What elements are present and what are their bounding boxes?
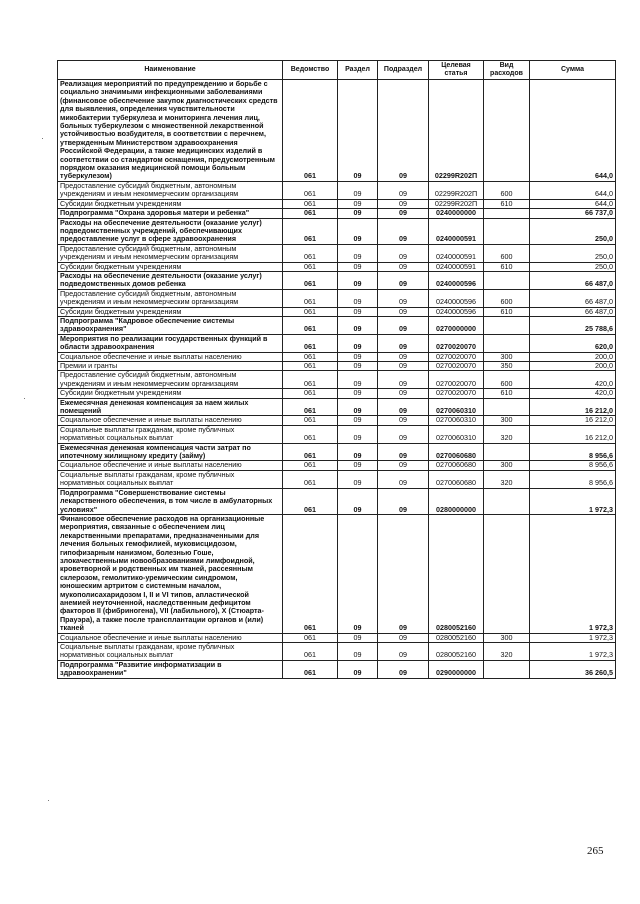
row-name: Социальные выплаты гражданам, кроме публичных нормативных социальных выплат	[58, 425, 283, 443]
table-row	[58, 643, 616, 661]
row-subsection: 09	[378, 209, 429, 218]
row-section: 09	[338, 643, 378, 661]
row-ministry: 061	[283, 271, 338, 289]
row-expense-type: 610	[484, 262, 530, 271]
header-amount: Сумма	[530, 61, 616, 80]
row-section: 09	[338, 199, 378, 208]
row-ministry: 061	[283, 514, 338, 633]
row-amount: 644,0	[530, 80, 616, 182]
row-name: Подпрограмма "Развитие информатизации в здравоохранении"	[58, 660, 283, 678]
row-target-article: 0240000591	[429, 244, 484, 262]
row-expense-type: 320	[484, 643, 530, 661]
row-amount: 250,0	[530, 262, 616, 271]
row-subsection: 09	[378, 660, 429, 678]
row-target-article: 02299R202П	[429, 181, 484, 199]
row-target-article: 0240000596	[429, 307, 484, 316]
row-subsection: 09	[378, 262, 429, 271]
row-name: Ежемесячная денежная компенсация за наем жилых помещений	[58, 398, 283, 416]
row-amount: 8 956,6	[530, 443, 616, 461]
row-section: 09	[338, 416, 378, 425]
page-number: 265	[587, 845, 604, 857]
row-target-article: 0240000596	[429, 289, 484, 307]
row-amount: 250,0	[530, 218, 616, 244]
row-expense-type: 300	[484, 461, 530, 470]
row-expense-type: 600	[484, 289, 530, 307]
row-name: Предоставление субсидий бюджетным, автономным учреждениям и иным некоммерческим организациям	[58, 371, 283, 389]
row-ministry: 061	[283, 416, 338, 425]
table-row	[58, 425, 616, 443]
row-target-article: 0290000000	[429, 660, 484, 678]
row-ministry: 061	[283, 80, 338, 182]
table-row	[58, 461, 616, 470]
row-name: Подпрограмма "Кадровое обеспечение системы здравоохранения"	[58, 316, 283, 334]
table-row	[58, 244, 616, 262]
row-amount: 16 212,0	[530, 425, 616, 443]
row-amount: 66 487,0	[530, 307, 616, 316]
row-subsection: 09	[378, 389, 429, 398]
row-name: Ежемесячная денежная компенсация части затрат по ипотечному жилищному кредиту (займу)	[58, 443, 283, 461]
row-subsection: 09	[378, 271, 429, 289]
table-row	[58, 514, 616, 633]
row-ministry: 061	[283, 362, 338, 371]
table-row	[58, 334, 616, 352]
row-name: Социальное обеспечение и иные выплаты населению	[58, 633, 283, 642]
row-subsection: 09	[378, 362, 429, 371]
row-expense-type: 320	[484, 425, 530, 443]
table-row	[58, 262, 616, 271]
row-target-article: 02299R202П	[429, 199, 484, 208]
header-ministry: Ведомство	[283, 61, 338, 80]
row-subsection: 09	[378, 352, 429, 361]
row-target-article: 0280052160	[429, 643, 484, 661]
row-section: 09	[338, 398, 378, 416]
row-target-article: 0270060680	[429, 470, 484, 488]
row-ministry: 061	[283, 470, 338, 488]
row-ministry: 061	[283, 334, 338, 352]
row-name: Финансовое обеспечение расходов на организационные мероприятия, связанные с обеспечением лиц лекарственными препаратами, предназначенными для лечения больных гемофилией, муковисцидозом, гипофизарным нанизмом, болезнью Гоше, злокачественными новообразованиями лимфоидной, кроветворной и родственных им тканей, рассеянным склерозом, гемолитико-уремическим синдромом, юношеским артритом с системным началом, мукополисахаридозом I, II и VI типов, апластической анемией неуточненной, наследственным дефицитом факторов II (фибриногена), VII (лабильного), X (Стюарта-Прауэра), а также после трансплантации органов и (или) тканей	[58, 514, 283, 633]
row-target-article: 0280052160	[429, 514, 484, 633]
table-row	[58, 80, 616, 182]
row-subsection: 09	[378, 633, 429, 642]
row-name: Реализация мероприятий по предупреждению и борьбе с социально значимыми инфекционными заболеваниями (финансовое обеспечение закупок диагностических средств для выявления, определения чувствительности микобактерии туберкулеза и мониторинга лечения лиц, больных туберкулезом с множественной лекарственной устойчивостью возбудителя, в соответствии с перечнем, утвержденным Министерством здравоохранения Российской Федерации, а также медицинских изделий в соответствии со стандартом оснащения, предусмотренным порядком оказания медицинской помощи больным туберкулезом)	[58, 80, 283, 182]
row-name: Предоставление субсидий бюджетным, автономным учреждениям и иным некоммерческим организациям	[58, 244, 283, 262]
row-expense-type: 610	[484, 199, 530, 208]
table-row	[58, 362, 616, 371]
row-name: Субсидии бюджетным учреждениям	[58, 307, 283, 316]
header-expense-type: Вид расходов	[484, 61, 530, 80]
row-amount: 66 737,0	[530, 209, 616, 218]
row-name: Социальное обеспечение и иные выплаты населению	[58, 416, 283, 425]
table-row	[58, 307, 616, 316]
row-target-article: 0270060310	[429, 425, 484, 443]
table-row	[58, 218, 616, 244]
row-name: Предоставление субсидий бюджетным, автономным учреждениям и иным некоммерческим организациям	[58, 181, 283, 199]
row-amount: 66 487,0	[530, 271, 616, 289]
row-expense-type: 600	[484, 371, 530, 389]
row-subsection: 09	[378, 334, 429, 352]
row-expense-type: 350	[484, 362, 530, 371]
row-ministry: 061	[283, 425, 338, 443]
row-ministry: 061	[283, 398, 338, 416]
row-amount: 200,0	[530, 352, 616, 361]
table-row	[58, 416, 616, 425]
row-target-article: 0270020070	[429, 352, 484, 361]
table-row	[58, 199, 616, 208]
row-expense-type	[484, 271, 530, 289]
row-amount: 420,0	[530, 389, 616, 398]
table-header-row	[58, 61, 616, 80]
row-section: 09	[338, 334, 378, 352]
row-amount: 16 212,0	[530, 416, 616, 425]
row-subsection: 09	[378, 443, 429, 461]
row-amount: 1 972,3	[530, 633, 616, 642]
row-subsection: 09	[378, 416, 429, 425]
row-ministry: 061	[283, 289, 338, 307]
row-subsection: 09	[378, 181, 429, 199]
row-expense-type: 600	[484, 181, 530, 199]
row-name: Субсидии бюджетным учреждениям	[58, 199, 283, 208]
row-name: Мероприятия по реализации государственных функций в области здравоохранения	[58, 334, 283, 352]
row-subsection: 09	[378, 316, 429, 334]
row-target-article: 0270020070	[429, 371, 484, 389]
row-section: 09	[338, 289, 378, 307]
row-section: 09	[338, 660, 378, 678]
row-subsection: 09	[378, 488, 429, 514]
row-ministry: 061	[283, 371, 338, 389]
row-amount: 8 956,6	[530, 461, 616, 470]
row-section: 09	[338, 371, 378, 389]
row-target-article: 0270060680	[429, 443, 484, 461]
row-ministry: 061	[283, 209, 338, 218]
row-amount: 644,0	[530, 181, 616, 199]
table-row	[58, 660, 616, 678]
row-target-article: 02299R202П	[429, 80, 484, 182]
scan-speck	[42, 138, 43, 139]
row-expense-type	[484, 218, 530, 244]
row-target-article: 0280052160	[429, 633, 484, 642]
row-ministry: 061	[283, 389, 338, 398]
row-target-article: 0240000000	[429, 209, 484, 218]
table-row	[58, 271, 616, 289]
row-expense-type: 610	[484, 389, 530, 398]
row-ministry: 061	[283, 244, 338, 262]
row-section: 09	[338, 209, 378, 218]
row-expense-type	[484, 443, 530, 461]
row-section: 09	[338, 488, 378, 514]
row-section: 09	[338, 218, 378, 244]
row-name: Предоставление субсидий бюджетным, автономным учреждениям и иным некоммерческим организациям	[58, 289, 283, 307]
table-row	[58, 389, 616, 398]
row-ministry: 061	[283, 199, 338, 208]
row-section: 09	[338, 271, 378, 289]
row-target-article: 0240000591	[429, 218, 484, 244]
row-amount: 16 212,0	[530, 398, 616, 416]
row-target-article: 0280000000	[429, 488, 484, 514]
row-subsection: 09	[378, 80, 429, 182]
row-section: 09	[338, 307, 378, 316]
row-subsection: 09	[378, 199, 429, 208]
row-ministry: 061	[283, 352, 338, 361]
row-ministry: 061	[283, 633, 338, 642]
header-subsection: Подраздел	[378, 61, 429, 80]
row-name: Расходы на обеспечение деятельности (оказание услуг) подведомственных учреждений, обеспечивающих предоставление услуг в сфере здравоохранения	[58, 218, 283, 244]
row-target-article: 0270000000	[429, 316, 484, 334]
row-name: Социальные выплаты гражданам, кроме публичных нормативных социальных выплат	[58, 643, 283, 661]
row-name: Субсидии бюджетным учреждениям	[58, 389, 283, 398]
row-subsection: 09	[378, 514, 429, 633]
header-name: Наименование	[58, 61, 283, 80]
row-amount: 620,0	[530, 334, 616, 352]
table-row	[58, 488, 616, 514]
row-ministry: 061	[283, 443, 338, 461]
row-expense-type	[484, 514, 530, 633]
row-subsection: 09	[378, 307, 429, 316]
table-row	[58, 352, 616, 361]
row-expense-type	[484, 209, 530, 218]
row-target-article: 0270020070	[429, 362, 484, 371]
row-subsection: 09	[378, 470, 429, 488]
row-amount: 66 487,0	[530, 289, 616, 307]
row-ministry: 061	[283, 643, 338, 661]
header-section: Раздел	[338, 61, 378, 80]
header-target-article: Целевая статья	[429, 61, 484, 80]
row-section: 09	[338, 362, 378, 371]
row-ministry: 061	[283, 316, 338, 334]
row-expense-type: 300	[484, 633, 530, 642]
row-target-article: 0270060310	[429, 416, 484, 425]
row-target-article: 0240000591	[429, 262, 484, 271]
row-section: 09	[338, 80, 378, 182]
row-target-article: 0270020070	[429, 389, 484, 398]
row-name: Подпрограмма "Совершенствование системы лекарственного обеспечения, в том числе в амбулаторных условиях"	[58, 488, 283, 514]
row-section: 09	[338, 443, 378, 461]
row-amount: 200,0	[530, 362, 616, 371]
row-ministry: 061	[283, 488, 338, 514]
row-ministry: 061	[283, 218, 338, 244]
row-expense-type: 320	[484, 470, 530, 488]
row-subsection: 09	[378, 643, 429, 661]
row-ministry: 061	[283, 660, 338, 678]
row-subsection: 09	[378, 244, 429, 262]
row-amount: 36 260,5	[530, 660, 616, 678]
row-name: Премии и гранты	[58, 362, 283, 371]
row-expense-type	[484, 488, 530, 514]
row-subsection: 09	[378, 371, 429, 389]
row-target-article: 0270020070	[429, 334, 484, 352]
row-target-article: 0270060680	[429, 461, 484, 470]
row-subsection: 09	[378, 398, 429, 416]
row-expense-type	[484, 316, 530, 334]
row-subsection: 09	[378, 461, 429, 470]
table-row	[58, 371, 616, 389]
row-section: 09	[338, 633, 378, 642]
row-section: 09	[338, 389, 378, 398]
row-expense-type	[484, 334, 530, 352]
row-section: 09	[338, 352, 378, 361]
row-subsection: 09	[378, 425, 429, 443]
scan-speck	[48, 800, 49, 801]
row-subsection: 09	[378, 218, 429, 244]
row-amount: 250,0	[530, 244, 616, 262]
row-expense-type: 300	[484, 416, 530, 425]
row-expense-type: 600	[484, 244, 530, 262]
row-expense-type: 300	[484, 352, 530, 361]
row-name: Расходы на обеспечение деятельности (оказание услуг) подведомственных домов ребенка	[58, 271, 283, 289]
table-row	[58, 316, 616, 334]
row-expense-type: 610	[484, 307, 530, 316]
row-section: 09	[338, 262, 378, 271]
row-section: 09	[338, 461, 378, 470]
row-amount: 1 972,3	[530, 514, 616, 633]
row-section: 09	[338, 244, 378, 262]
row-amount: 8 956,6	[530, 470, 616, 488]
row-amount: 1 972,3	[530, 643, 616, 661]
row-amount: 420,0	[530, 371, 616, 389]
row-subsection: 09	[378, 289, 429, 307]
row-amount: 644,0	[530, 199, 616, 208]
budget-table	[57, 60, 616, 679]
row-section: 09	[338, 425, 378, 443]
row-ministry: 061	[283, 181, 338, 199]
row-target-article: 0240000596	[429, 271, 484, 289]
row-name: Субсидии бюджетным учреждениям	[58, 262, 283, 271]
scan-speck	[24, 398, 25, 399]
row-amount: 25 788,6	[530, 316, 616, 334]
row-ministry: 061	[283, 307, 338, 316]
row-amount: 1 972,3	[530, 488, 616, 514]
table-row	[58, 209, 616, 218]
row-ministry: 061	[283, 262, 338, 271]
row-section: 09	[338, 181, 378, 199]
table-row	[58, 470, 616, 488]
row-section: 09	[338, 514, 378, 633]
row-name: Социальное обеспечение и иные выплаты населению	[58, 352, 283, 361]
row-name: Подпрограмма "Охрана здоровья матери и ребенка"	[58, 209, 283, 218]
table-row	[58, 289, 616, 307]
table-row	[58, 398, 616, 416]
row-name: Социальные выплаты гражданам, кроме публичных нормативных социальных выплат	[58, 470, 283, 488]
row-target-article: 0270060310	[429, 398, 484, 416]
row-section: 09	[338, 470, 378, 488]
row-ministry: 061	[283, 461, 338, 470]
table-row	[58, 633, 616, 642]
row-name: Социальное обеспечение и иные выплаты населению	[58, 461, 283, 470]
row-expense-type	[484, 398, 530, 416]
row-section: 09	[338, 316, 378, 334]
table-row	[58, 181, 616, 199]
row-expense-type	[484, 80, 530, 182]
table-row	[58, 443, 616, 461]
row-expense-type	[484, 660, 530, 678]
